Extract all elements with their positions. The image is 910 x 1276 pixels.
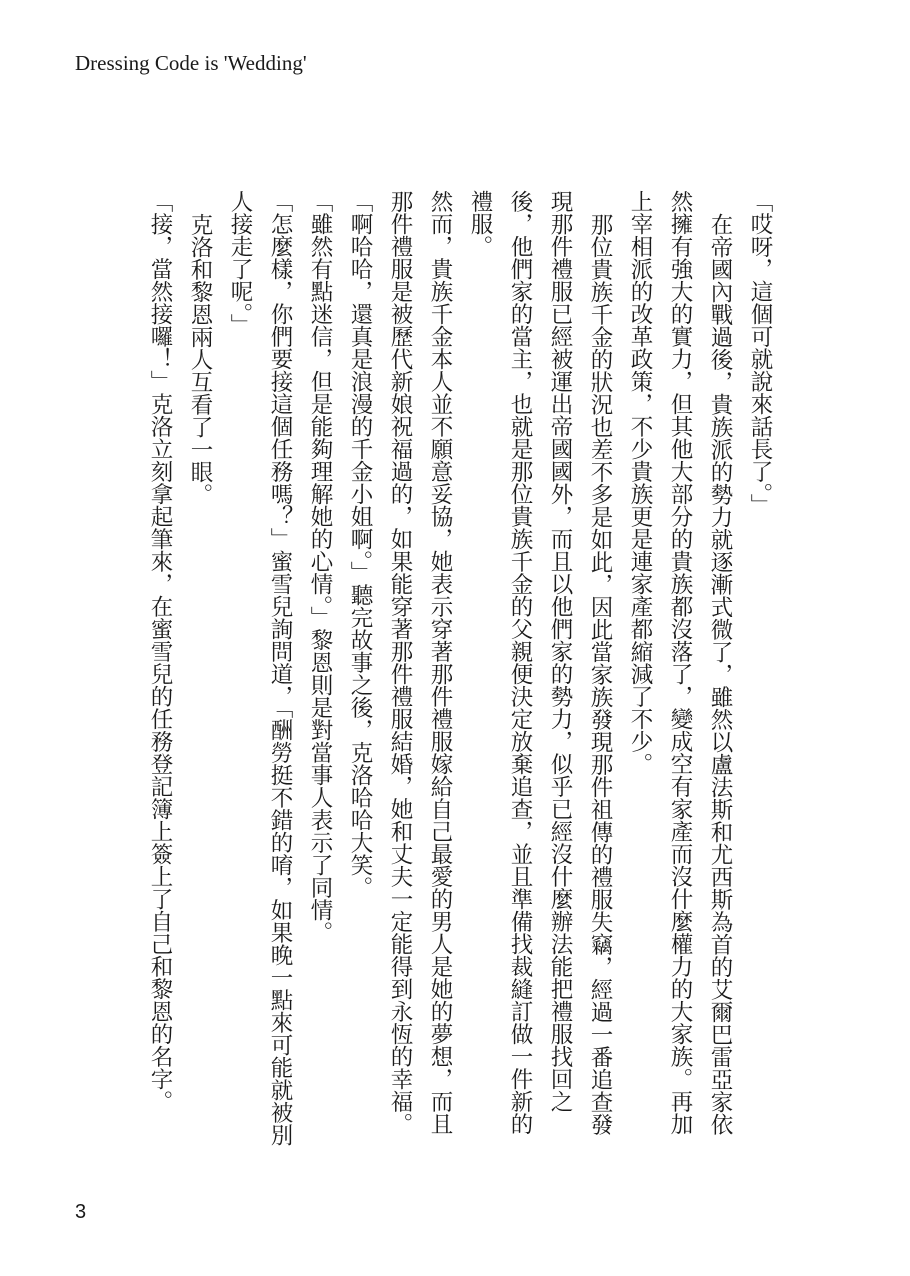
page-header-title: Dressing Code is 'Wedding' [75, 51, 307, 75]
paragraph-9: 「接，當然接囉！」克洛立刻拿起筆來，在蜜雪兒的任務登記簿上簽上了自己和黎恩的名字。 [147, 190, 173, 1113]
paragraph-6: 「雖然有點迷信，但是能夠理解她的心情。」黎恩則是對當事人表示了同情。 [307, 190, 333, 944]
paragraph-8: 克洛和黎恩兩人互看了一眼。 [187, 212, 213, 505]
paragraph-5: 「啊哈哈，還真是浪漫的千金小姐啊。」聽完故事之後，克洛哈哈大笑。 [347, 190, 373, 899]
paragraph-2: 在帝國內戰過後，貴族派的勢力就逐漸式微了，雖然以盧法斯和尤西斯為首的艾爾巴雷亞家依然擁有強大的實力，但其他大部分的貴族都沒落了，變成空有家產而沒什麼權力的大家族。再加上宰相派的改革政策，不少貴族更是連家產都縮減了不少。 [627, 190, 733, 1135]
paragraph-4: 然而，貴族千金本人並不願意妥協，她表示穿著那件禮服嫁給自己最愛的男人是她的夢想，而且那件禮服是被歷代新娘祝福過的，如果能穿著那件禮服結婚，她和丈夫一定能得到永恆的幸福。 [387, 190, 453, 1135]
paragraph-7: 「怎麼樣，你們要接這個任務嗎？」蜜雪兒詢問道，「酬勞挺不錯的唷，如果晚一點來可能就被別人接走了呢。」 [227, 190, 293, 1147]
paragraph-1: 「哎呀，這個可就說來話長了。」 [747, 190, 773, 517]
page-number: 3 [75, 1201, 87, 1223]
vertical-body-text [140, 190, 780, 1150]
paragraph-3: 那位貴族千金的狀況也差不多是如此，因此當家族發現那件祖傳的禮服失竊，經過一番追查發現那件禮服已經被運出帝國國外，而且以他們家的勢力，似乎已經沒什麼辦法能把禮服找回之後，他們家的當主，也就是那位貴族千金的父親便決定放棄追查，並且準備找裁縫訂做一件新的禮服。 [467, 190, 613, 1135]
